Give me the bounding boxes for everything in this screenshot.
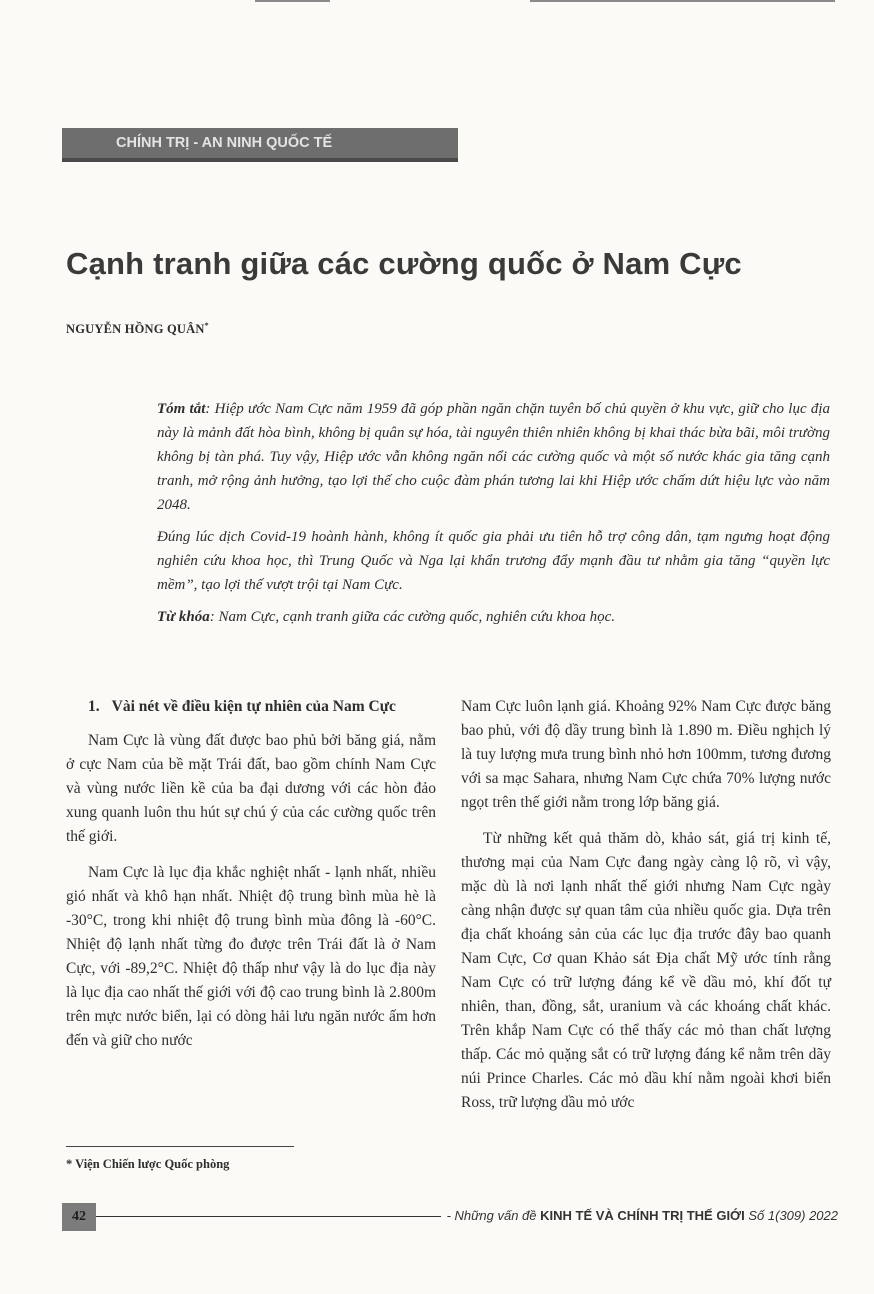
article-title: Cạnh tranh giữa các cường quốc ở Nam Cực [66,246,742,281]
abstract-label: Tóm tắt [157,401,206,417]
page-footer [62,1203,838,1231]
body-paragraph: Từ những kết quả thăm dò, khảo sát, giá trị kinh tế, thương mại của Nam Cực đang ngày càng lộ rõ, vì vậy, mặc dù là nơi lạnh nhất thế giới nhưng Nam Cực ngày càng nhận được sự quan tâm của nhiều quốc gia. Dựa trên địa chất khoáng sản của các lục địa trước đây bao quanh Nam Cực, Cơ quan Khảo sát Địa chất Mỹ ước tính rằng Nam Cực có trữ lượng đáng kể về dầu mỏ, khí đốt tự nhiên, than, đồng, sắt, uranium và các khoáng chất khác. Trên khắp Nam Cực có thể thấy các mỏ than chất lượng thấp. Các mỏ quặng sắt có trữ lượng đáng kể nằm trên dãy núi Prince Charles. Các mỏ dầu khí nằm ngoài khơi biển Ross, trữ lượng dầu mỏ ước [461,830,831,1111]
author-name: NGUYỄN HỒNG QUÂN [66,322,205,337]
footnote-rule [66,1146,294,1147]
keywords-label: Từ khóa [157,609,210,625]
section-band [62,128,458,162]
abstract-label-sep: : [205,401,215,417]
column-right [461,695,831,1127]
keywords-sep: : [209,609,219,625]
footnote: * Viện Chiến lược Quốc phòng [66,1157,230,1171]
keywords [157,605,830,629]
author-footnote-mark: * [204,321,209,330]
page-number: 42 [62,1203,96,1231]
abstract-paragraph-2: Đúng lúc dịch Covid-19 hoành hành, không ít quốc gia phải ưu tiên hỗ trợ công dân, tạm ngưng hoạt động nghiên cứu khoa học, thì Trung Quốc và Nga lại khẩn trương đẩy mạnh đầu tư nhằm gia tăng “quyền lực mềm”, tạo lợi thế vượt trội tại Nam Cực. [157,529,830,593]
body-paragraph: Nam Cực là vùng đất được bao phủ bởi băng giá, nằm ở cực Nam của bề mặt Trái đất, bao gồm chính Nam Cực và vùng nước liền kề của ba đại dương với các hòn đảo xung quanh luôn thu hút sự chú ý của các cường quốc trên thế giới. [66,732,436,845]
column-left [66,695,436,1065]
body-paragraph: Nam Cực luôn lạnh giá. Khoảng 92% Nam Cực được băng bao phủ, với độ dầy trung bình là 1.890 m. Điều nghịch lý là tuy lượng mưa trung bình nhỏ hơn 100mm, tương đương với sa mạc Sahara, nhưng Nam Cực chứa 70% lượng nước ngọt trên thế giới nằm trong lớp băng giá. [461,698,831,811]
journal-name: KINH TẾ VÀ CHÍNH TRỊ THẾ GIỚI [540,1208,745,1223]
top-rule-left [255,0,330,2]
top-rule-right [530,0,835,2]
section-label: CHÍNH TRỊ - AN NINH QUỐC TẾ [116,135,333,151]
section-heading [66,695,436,719]
abstract [157,397,830,637]
journal-running-footer [441,1207,838,1225]
abstract-text: Hiệp ước Nam Cực năm 1959 đã góp phần ngăn chặn tuyên bố chủ quyền ở khu vực, giữ cho lục địa này là mảnh đất hòa bình, không bị quân sự hóa, tài nguyên thiên nhiên không bị khai thác bừa bãi, môi trường không bị tàn phá. Tuy vậy, Hiệp ước vẫn không ngăn nổi các cường quốc và một số nước khác gia tăng cạnh tranh, mở rộng ảnh hưởng, tạo lợi thế cho cuộc đàm phán tương lai khi Hiệp ước chấm dứt hiệu lực vào năm 2048. [157,401,831,513]
section-heading-text: Vài nét về điều kiện tự nhiên của Nam Cực [111,698,396,715]
footer-prefix: - Những vấn đề [446,1208,541,1223]
author-line [66,321,209,337]
abstract-paragraph-1 [157,397,830,517]
keywords-text: Nam Cực, cạnh tranh giữa các cường quốc, nghiên cứu khoa học. [218,609,615,625]
journal-issue: Số 1(309) 2022 [744,1208,838,1223]
section-heading-number: 1. [88,698,100,715]
body-paragraph: Nam Cực là lục địa khắc nghiệt nhất - lạnh nhất, nhiều gió nhất và khô hạn nhất. Nhiệt độ trung bình mùa hè là -30°C, trong khi nhiệt độ trung bình mùa đông là -60°C. Nhiệt độ lạnh nhất từng đo được trên Trái đất là ở Nam Cực, với -89,2°C. Nhiệt độ thấp như vậy là do lục địa này là lục địa cao nhất thế giới với độ cao trung bình là 2.800m trên mực nước biển, lại có dòng hải lưu ngăn nước ấm hơn đến và giữ cho nước [66,864,436,1049]
